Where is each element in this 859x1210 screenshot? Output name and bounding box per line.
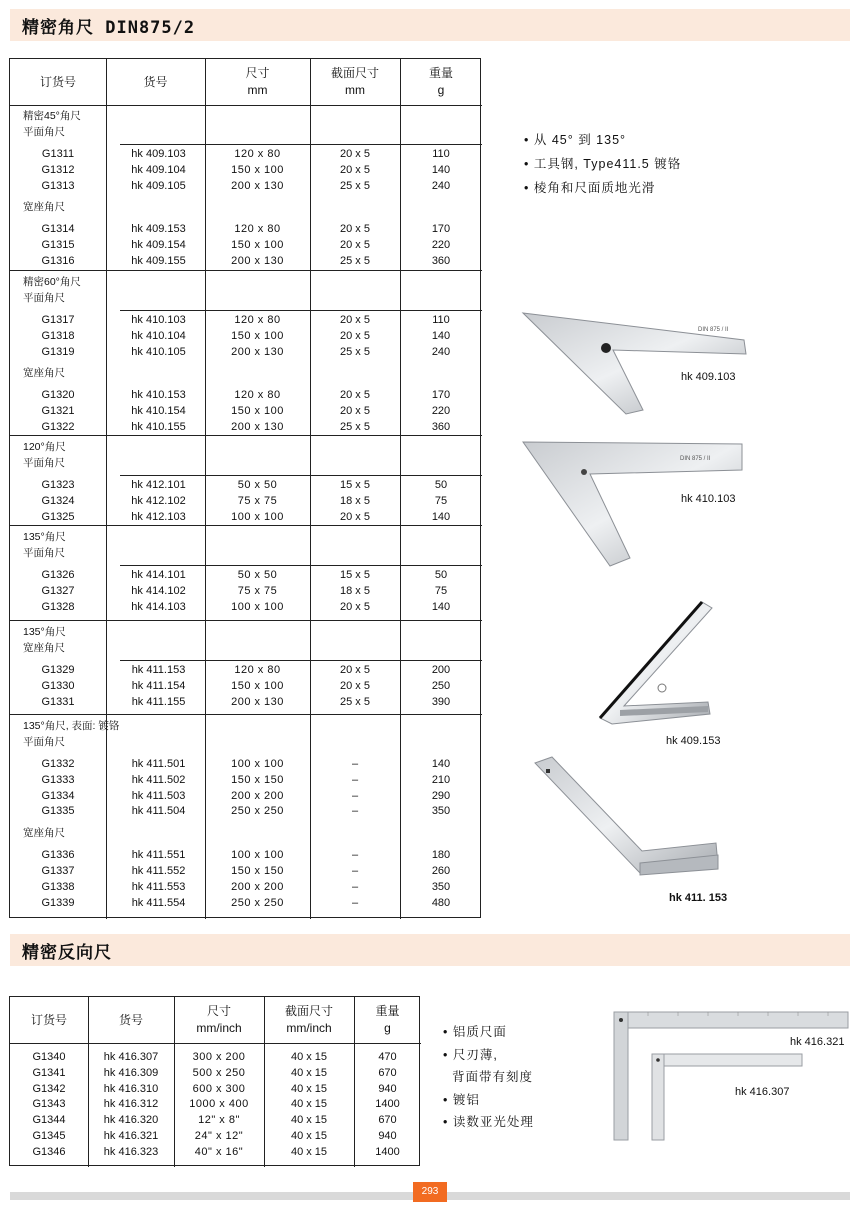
order-no-cell: G1346 <box>32 1145 66 1158</box>
weight-cell: 170 <box>431 389 451 402</box>
column-header <box>10 997 88 1043</box>
header-divider <box>10 1043 421 1044</box>
size-cell: 150 x 100 <box>231 239 284 252</box>
feature-list <box>524 128 681 200</box>
order-no-cell: G1312 <box>41 163 75 176</box>
section-divider <box>10 620 482 621</box>
weight-cell: 1400 <box>375 1145 400 1158</box>
row-group-rule <box>120 475 205 476</box>
column-header-unit: g <box>384 1021 391 1035</box>
product-code-label: hk 416.321 <box>790 1036 845 1048</box>
section-size-cell: – <box>351 865 359 877</box>
row-group-rule <box>310 565 400 566</box>
section-size-cell: 40 x 15 <box>290 1145 328 1158</box>
weight-cell: 140 <box>431 758 451 770</box>
weight-cell: 220 <box>431 405 451 418</box>
item-no-cell: hk 410.153 <box>131 389 186 402</box>
section-size-cell: 15 x 5 <box>340 569 370 581</box>
item-no-cell: hk 416.320 <box>103 1114 159 1127</box>
section-title-cell: 120°角尺 <box>23 441 66 453</box>
product-image-aluminium-squares <box>608 1008 850 1143</box>
section-size-cell: 25 x 5 <box>340 179 370 192</box>
header-divider <box>10 105 482 106</box>
order-no-cell: G1344 <box>32 1114 66 1127</box>
weight-cell: 390 <box>431 695 451 708</box>
column-header-label: 订货号 <box>30 1012 67 1027</box>
weight-cell: 75 <box>434 494 448 507</box>
group-title-cell: 宽座角尺 <box>23 367 65 380</box>
section-size-cell: 25 x 5 <box>340 345 370 358</box>
section-size-cell: 20 x 5 <box>340 405 370 418</box>
section-size-cell: – <box>351 880 359 893</box>
section-size-cell: 40 x 15 <box>290 1114 328 1127</box>
column-header-label: 货号 <box>118 1012 143 1027</box>
row-group-rule <box>205 475 310 476</box>
size-cell: 150 x 100 <box>231 679 284 692</box>
size-cell: 200 x 130 <box>231 255 284 267</box>
order-no-cell: G1331 <box>41 695 75 708</box>
order-no-cell: G1326 <box>41 569 75 581</box>
section-size-cell: – <box>351 773 359 786</box>
row-group-rule <box>400 144 482 145</box>
item-no-cell: hk 416.312 <box>103 1098 159 1111</box>
weight-cell: 180 <box>431 849 451 862</box>
order-no-cell: G1345 <box>32 1130 66 1142</box>
size-cell: 250 x 250 <box>231 805 284 818</box>
weight-cell: 240 <box>431 345 451 358</box>
size-cell: 75 x 75 <box>237 584 278 597</box>
item-no-cell: hk 411.155 <box>131 695 186 708</box>
order-no-cell: G1332 <box>41 758 75 770</box>
feature-item: • 镀铝 <box>443 1092 480 1107</box>
section-size-cell: 20 x 5 <box>340 389 370 402</box>
column-header-unit: mm/inch <box>286 1021 332 1035</box>
size-cell: 120 x 80 <box>234 314 281 326</box>
section-size-cell: 20 x 5 <box>340 329 370 342</box>
size-cell: 200 x 130 <box>231 179 284 192</box>
item-no-cell: hk 411.502 <box>131 773 186 786</box>
order-no-cell: G1324 <box>41 494 75 507</box>
order-no-cell: G1333 <box>41 773 75 786</box>
group-title-cell: 平面角尺 <box>23 292 65 304</box>
order-no-cell: G1328 <box>41 600 75 613</box>
section-title-cell: 精密45°角尺 <box>23 110 81 122</box>
size-cell: 24" x 12" <box>194 1130 244 1142</box>
item-no-cell: hk 409.103 <box>131 148 186 160</box>
column-header-label: 重量 <box>428 66 453 80</box>
product-code-label: hk 409.153 <box>666 735 721 747</box>
size-cell: 120 x 80 <box>234 223 281 236</box>
product-image-60-square <box>520 440 750 570</box>
item-no-cell: hk 409.154 <box>131 239 186 252</box>
order-no-cell: G1335 <box>41 805 75 818</box>
weight-cell: 250 <box>431 679 451 692</box>
section-size-cell: 18 x 5 <box>340 584 370 597</box>
weight-cell: 75 <box>434 584 448 597</box>
size-cell: 150 x 100 <box>231 163 284 176</box>
weight-cell: 470 <box>378 1051 397 1063</box>
weight-cell: 240 <box>431 179 451 192</box>
size-cell: 150 x 150 <box>231 865 284 877</box>
size-cell: 150 x 100 <box>231 405 284 418</box>
column-header <box>205 59 310 105</box>
size-cell: 300 x 200 <box>192 1051 246 1063</box>
weight-cell: 670 <box>378 1066 397 1079</box>
column-header <box>174 997 264 1043</box>
engraving-text: DIN 875 / II <box>698 327 729 333</box>
order-no-cell: G1311 <box>41 148 75 160</box>
section-size-cell: – <box>351 758 359 770</box>
item-no-cell: hk 414.101 <box>131 569 186 581</box>
section-size-cell: 20 x 5 <box>340 600 370 613</box>
size-cell: 150 x 150 <box>231 773 284 786</box>
section-size-cell: 20 x 5 <box>340 163 370 176</box>
row-group-rule <box>205 144 310 145</box>
product-image-45-square <box>518 310 758 420</box>
column-header <box>88 997 174 1043</box>
order-no-cell: G1341 <box>32 1066 66 1079</box>
section-title-cell: 135°角尺, 表面: 镀铬 <box>23 720 120 732</box>
section-size-cell: 15 x 5 <box>340 479 370 491</box>
item-no-cell: hk 412.103 <box>131 510 186 523</box>
size-cell: 200 x 200 <box>231 789 284 802</box>
column-header-label: 重量 <box>375 1004 400 1018</box>
section-size-cell: 40 x 15 <box>290 1051 328 1063</box>
column-header <box>264 997 354 1043</box>
row-group-rule <box>400 660 482 661</box>
order-no-cell: G1340 <box>32 1051 66 1063</box>
section-size-cell: 40 x 15 <box>290 1066 328 1079</box>
row-group-rule <box>205 310 310 311</box>
row-group-rule <box>120 310 205 311</box>
section-size-cell: 18 x 5 <box>340 494 370 507</box>
reverse-squares-table <box>9 996 420 1166</box>
item-no-cell: hk 410.154 <box>131 405 186 418</box>
order-no-cell: G1314 <box>41 223 75 236</box>
row-group-rule <box>310 144 400 145</box>
weight-cell: 140 <box>431 600 451 613</box>
product-image-chromed-square <box>530 755 730 880</box>
row-group-rule <box>400 310 482 311</box>
group-title-cell: 平面角尺 <box>23 126 65 138</box>
row-group-rule <box>120 660 205 661</box>
group-title-cell: 平面角尺 <box>23 736 65 748</box>
section-size-cell: 20 x 5 <box>340 679 370 692</box>
group-title-cell: 宽座角尺 <box>23 642 65 654</box>
order-no-cell: G1323 <box>41 479 75 491</box>
product-image-135-wide-square <box>590 598 720 738</box>
item-no-cell: hk 412.101 <box>131 479 186 491</box>
column-header <box>310 59 400 105</box>
item-no-cell: hk 411.503 <box>131 789 186 802</box>
item-no-cell: hk 411.153 <box>131 664 186 676</box>
group-title-cell: 宽座角尺 <box>23 201 65 214</box>
weight-cell: 140 <box>431 163 451 176</box>
section-size-cell: 25 x 5 <box>340 421 370 433</box>
feature-list <box>443 1021 534 1134</box>
size-cell: 120 x 80 <box>234 389 281 402</box>
order-no-cell: G1337 <box>41 865 75 877</box>
size-cell: 200 x 130 <box>231 695 284 708</box>
row-group-rule <box>310 660 400 661</box>
size-cell: 100 x 100 <box>231 758 284 770</box>
engraving-text: DIN 875 / II <box>680 456 711 462</box>
item-no-cell: hk 416.310 <box>103 1082 159 1095</box>
section-title: 精密角尺 DIN875/2 <box>22 18 196 38</box>
column-header <box>10 59 106 105</box>
weight-cell: 360 <box>431 421 451 433</box>
section-size-cell: 20 x 5 <box>340 314 370 326</box>
item-no-cell: hk 410.103 <box>131 314 186 326</box>
weight-cell: 140 <box>431 329 451 342</box>
item-no-cell: hk 414.103 <box>131 600 186 613</box>
section-divider <box>10 714 482 715</box>
section-size-cell: 25 x 5 <box>340 695 370 708</box>
weight-cell: 140 <box>431 510 451 523</box>
group-title-cell: 平面角尺 <box>23 457 65 469</box>
section-size-cell: 20 x 5 <box>340 148 370 160</box>
section-divider <box>10 435 482 436</box>
size-cell: 200 x 130 <box>231 421 284 433</box>
section-title-cell: 精密60°角尺 <box>23 276 81 288</box>
weight-cell: 50 <box>434 569 448 581</box>
weight-cell: 940 <box>378 1082 397 1095</box>
column-header <box>354 997 421 1043</box>
feature-item: • 从 45° 到 135° <box>524 133 627 147</box>
item-no-cell: hk 411.552 <box>131 865 186 877</box>
section-size-cell: 20 x 5 <box>340 223 370 236</box>
item-no-cell: hk 416.323 <box>103 1145 159 1158</box>
section-header <box>10 9 850 41</box>
order-no-cell: G1342 <box>32 1082 66 1095</box>
row-group-rule <box>120 144 205 145</box>
group-title-cell: 宽座角尺 <box>23 827 65 840</box>
size-cell: 40" x 16" <box>194 1145 244 1158</box>
size-cell: 1000 x 400 <box>189 1098 249 1111</box>
size-cell: 12" x 8" <box>198 1114 240 1127</box>
product-code-label: hk 409.103 <box>681 371 736 383</box>
feature-item: • 铝质尺面 <box>443 1025 507 1039</box>
row-group-rule <box>120 565 205 566</box>
size-cell: 500 x 250 <box>192 1066 246 1079</box>
size-cell: 200 x 200 <box>231 880 284 893</box>
item-no-cell: hk 410.105 <box>131 345 186 358</box>
weight-cell: 260 <box>431 865 451 877</box>
section-divider <box>10 270 482 271</box>
feature-item: • 读数亚光处理 <box>443 1115 534 1129</box>
row-group-rule <box>205 660 310 661</box>
column-header-label: 尺寸 <box>206 1004 231 1018</box>
weight-cell: 290 <box>431 789 451 802</box>
section-size-cell: 20 x 5 <box>340 510 370 523</box>
group-title-cell: 平面角尺 <box>23 547 65 559</box>
weight-cell: 940 <box>378 1130 397 1142</box>
row-group-rule <box>400 475 482 476</box>
order-no-cell: G1319 <box>41 345 75 358</box>
page-number: 293 <box>413 1182 447 1202</box>
item-no-cell: hk 411.154 <box>131 679 186 692</box>
column-header-unit: mm <box>247 83 268 97</box>
order-no-cell: G1334 <box>41 789 75 802</box>
column-header-label: 尺寸 <box>245 66 270 80</box>
item-no-cell: hk 411.554 <box>131 896 186 909</box>
column-header-label: 货号 <box>143 74 168 89</box>
weight-cell: 220 <box>431 239 451 252</box>
row-group-rule <box>205 565 310 566</box>
size-cell: 600 x 300 <box>192 1082 246 1095</box>
item-no-cell: hk 414.102 <box>131 584 186 597</box>
item-no-cell: hk 411.553 <box>131 880 186 893</box>
size-cell: 50 x 50 <box>237 479 278 491</box>
order-no-cell: G1339 <box>41 896 75 909</box>
row-group-rule <box>400 565 482 566</box>
weight-cell: 350 <box>431 805 451 818</box>
section-title-cell: 135°角尺 <box>23 531 66 543</box>
size-cell: 150 x 100 <box>231 329 284 342</box>
column-header-unit: g <box>437 83 445 97</box>
weight-cell: 200 <box>431 664 451 676</box>
size-cell: 75 x 75 <box>237 494 278 507</box>
order-no-cell: G1322 <box>41 421 75 433</box>
item-no-cell: hk 409.104 <box>131 163 186 176</box>
column-header-unit: mm/inch <box>196 1021 242 1035</box>
weight-cell: 480 <box>431 896 451 909</box>
item-no-cell: hk 409.153 <box>131 223 186 236</box>
size-cell: 100 x 100 <box>231 849 284 862</box>
section-size-cell: 40 x 15 <box>290 1098 328 1111</box>
weight-cell: 350 <box>431 880 451 893</box>
item-no-cell: hk 416.309 <box>103 1066 159 1079</box>
size-cell: 100 x 100 <box>231 510 284 523</box>
size-cell: 200 x 130 <box>231 345 284 358</box>
order-no-cell: G1313 <box>41 179 75 192</box>
column-header <box>106 59 205 105</box>
section-size-cell: 20 x 5 <box>340 664 370 676</box>
item-no-cell: hk 411.501 <box>131 758 186 770</box>
weight-cell: 210 <box>431 773 451 786</box>
section-title: 精密反向尺 <box>22 943 112 963</box>
item-no-cell: hk 412.102 <box>131 494 186 507</box>
section-size-cell: 25 x 5 <box>340 255 370 267</box>
section-size-cell: – <box>351 896 359 909</box>
order-no-cell: G1336 <box>41 849 75 862</box>
order-no-cell: G1329 <box>41 664 75 676</box>
order-no-cell: G1318 <box>41 329 75 342</box>
weight-cell: 1400 <box>375 1098 400 1111</box>
section-divider <box>10 525 482 526</box>
precision-squares-table <box>9 58 481 918</box>
feature-item: • 工具钢, Type411.5 镀铬 <box>524 157 682 171</box>
order-no-cell: G1330 <box>41 679 75 692</box>
item-no-cell: hk 409.155 <box>131 255 186 267</box>
section-size-cell: 20 x 5 <box>340 239 370 252</box>
item-no-cell: hk 409.105 <box>131 179 186 192</box>
row-group-rule <box>310 310 400 311</box>
order-no-cell: G1316 <box>41 255 75 267</box>
order-no-cell: G1315 <box>41 239 75 252</box>
weight-cell: 110 <box>432 148 450 160</box>
order-no-cell: G1327 <box>41 584 75 597</box>
column-header <box>400 59 482 105</box>
section-header <box>10 934 850 966</box>
product-code-label: hk 416.307 <box>735 1086 790 1098</box>
size-cell: 120 x 80 <box>234 664 281 676</box>
item-no-cell: hk 416.307 <box>103 1051 159 1063</box>
order-no-cell: G1325 <box>41 510 75 523</box>
column-header-label: 截面尺寸 <box>284 1004 333 1018</box>
weight-cell: 110 <box>432 314 450 326</box>
size-cell: 120 x 80 <box>234 148 281 160</box>
row-group-rule <box>310 475 400 476</box>
weight-cell: 50 <box>434 479 448 491</box>
order-no-cell: G1321 <box>41 405 75 418</box>
column-header-label: 截面尺寸 <box>330 66 379 80</box>
order-no-cell: G1338 <box>41 880 75 893</box>
section-size-cell: – <box>351 849 359 862</box>
weight-cell: 360 <box>431 255 451 267</box>
item-no-cell: hk 410.104 <box>131 329 186 342</box>
order-no-cell: G1317 <box>41 314 75 326</box>
weight-cell: 170 <box>431 223 451 236</box>
column-header-label: 订货号 <box>39 74 76 89</box>
section-size-cell: – <box>351 789 359 802</box>
weight-cell: 670 <box>378 1114 397 1127</box>
size-cell: 50 x 50 <box>237 569 278 581</box>
order-no-cell: G1320 <box>41 389 75 402</box>
item-no-cell: hk 410.155 <box>131 421 186 433</box>
section-size-cell: – <box>351 805 359 818</box>
item-no-cell: hk 411.504 <box>131 805 186 818</box>
product-code-label: hk 410.103 <box>681 493 736 505</box>
size-cell: 250 x 250 <box>231 896 284 909</box>
size-cell: 100 x 100 <box>231 600 284 613</box>
section-size-cell: 40 x 15 <box>290 1082 328 1095</box>
order-no-cell: G1343 <box>32 1098 66 1111</box>
column-header-unit: mm <box>345 83 365 97</box>
item-no-cell: hk 416.321 <box>103 1130 159 1142</box>
item-no-cell: hk 411.551 <box>131 849 186 862</box>
feature-item: • 尺刃薄, <box>443 1047 498 1062</box>
section-size-cell: 40 x 15 <box>290 1130 328 1142</box>
feature-item: 背面带有刻度 <box>443 1070 533 1084</box>
section-title-cell: 135°角尺 <box>23 626 66 638</box>
feature-item: • 棱角和尺面质地光滑 <box>524 181 656 195</box>
product-code-label: hk 411. 153 <box>669 892 728 904</box>
